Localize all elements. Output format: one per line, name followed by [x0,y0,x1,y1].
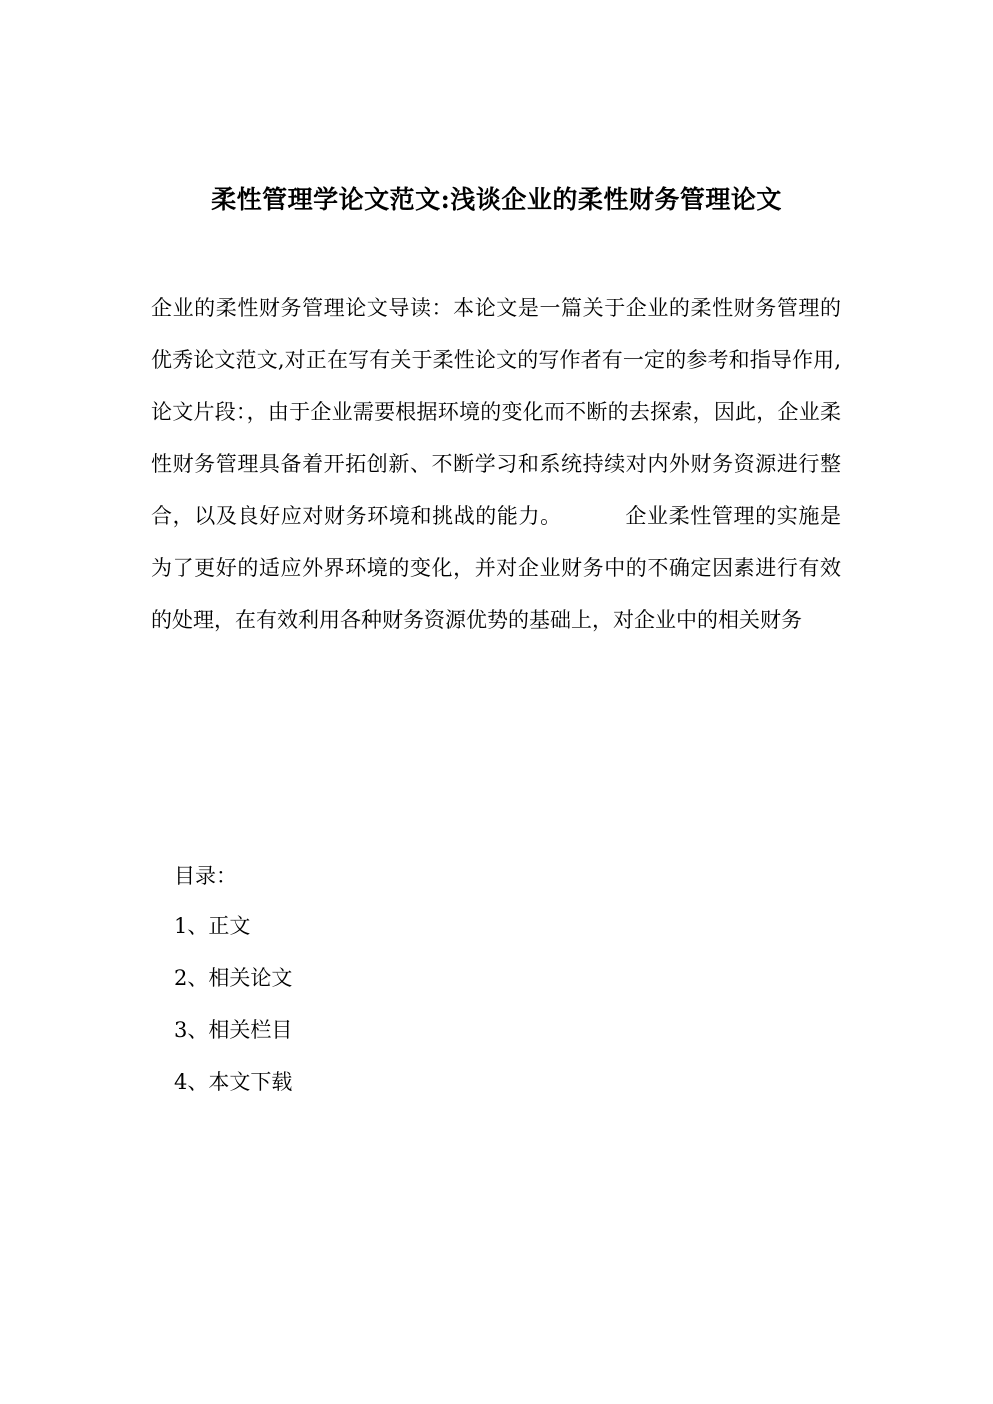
toc-item-related-papers[interactable]: 2、相关论文 [174,966,293,990]
toc-item-main-text[interactable]: 1、正文 [174,914,251,938]
table-of-contents [174,852,574,1108]
toc-list [174,900,574,1108]
document-body [151,282,841,646]
toc-heading: 目录： [174,864,237,888]
toc-item-related-columns[interactable]: 3、相关栏目 [174,1018,293,1042]
toc-item-download[interactable]: 4、本文下载 [174,1070,293,1094]
document-title: 柔性管理学论文范文:浅谈企业的柔性财务管理论文 [211,185,782,214]
body-paragraph-part1: 企业的柔性财务管理论文导读：本论文是一篇关于企业的柔性财务管理的优秀论文范文,对正在写有关于柔性论文的写作者有一定的参考和指导作用,论文片段：，由于企业需要根据环境的变化而不断的去探索，因此，企业柔性财务管理具备着开拓创新、不断学习和系统持续对内外财务资源进行整合，以及良好应对财务环境和挑战的能力。 [151,296,841,528]
body-paragraph-part2: 企业柔性管理的实施是为了更好的适应外界环境的变化，并对企业财务中的不确定因素进行有效的处理，在有效利用各种财务资源优势的基础上，对企业中的相关财务 [151,504,842,632]
